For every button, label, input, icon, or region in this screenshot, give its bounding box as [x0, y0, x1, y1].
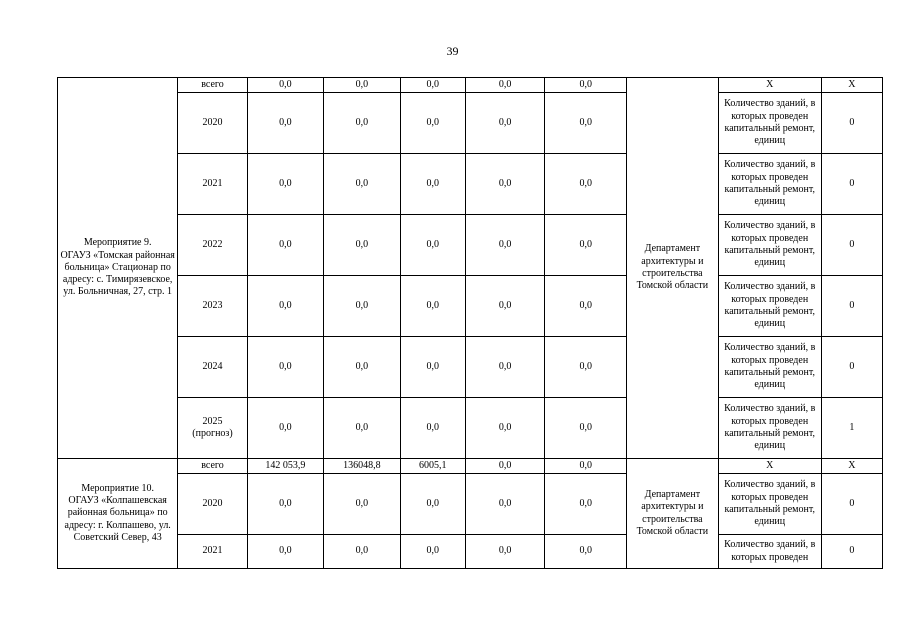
- event-text: Мероприятие 10. ОГАУЗ «Колпашевская районная больница» по адресу: г. Колпашево, ул. Советский Север, 43: [64, 482, 171, 543]
- year-note: (прогноз): [192, 428, 233, 439]
- year-cell: [178, 276, 247, 337]
- amount-cell: 0,0: [247, 154, 323, 215]
- indicator-cell: [718, 215, 821, 276]
- amount-cell: 0,0: [545, 276, 627, 337]
- year-text: 2022: [202, 238, 223, 250]
- amount-cell: 0,0: [545, 337, 627, 398]
- amount-cell: 0,0: [465, 78, 545, 93]
- year-cell: [178, 474, 247, 535]
- year-row: [58, 474, 883, 535]
- amount-cell: 0,0: [247, 398, 323, 459]
- department-cell: [626, 78, 718, 459]
- year-text: 2020: [202, 116, 223, 128]
- amount-cell: 0,0: [324, 398, 400, 459]
- year-text: 2021: [202, 177, 223, 189]
- amount-cell: 0,0: [400, 93, 465, 154]
- amount-cell: 0,0: [324, 474, 400, 535]
- year-row: [58, 337, 883, 398]
- indicator-value-cell: 0: [821, 474, 882, 535]
- amount-cell: 136048,8: [324, 459, 400, 474]
- amount-cell: 0,0: [400, 535, 465, 569]
- page-number: 39: [446, 44, 459, 58]
- period-label: всего: [178, 459, 247, 474]
- program-table: [57, 77, 883, 569]
- amount-cell: 0,0: [400, 78, 465, 93]
- amount-cell: 0,0: [545, 459, 627, 474]
- amount-cell: 0,0: [324, 154, 400, 215]
- indicator-text: Количество зданий, в которых проведен: [724, 539, 816, 563]
- indicator-text: Количество зданий, в которых проведен капитальный ремонт, единиц: [724, 342, 816, 391]
- indicator-cell: [718, 398, 821, 459]
- indicator-value-cell: 1: [821, 398, 882, 459]
- amount-cell: 0,0: [247, 276, 323, 337]
- amount-cell: 0,0: [324, 78, 400, 93]
- amount-cell: 0,0: [247, 93, 323, 154]
- amount-cell: 0,0: [400, 276, 465, 337]
- indicator-cell: [718, 337, 821, 398]
- amount-cell: 0,0: [545, 93, 627, 154]
- period-label: всего: [178, 78, 247, 93]
- year-row: [58, 535, 883, 569]
- year-row: [58, 398, 883, 459]
- event-cell: [58, 78, 178, 459]
- indicator-value-cell: 0: [821, 215, 882, 276]
- year-cell: [178, 215, 247, 276]
- year-cell: [178, 535, 247, 569]
- amount-cell: 0,0: [545, 398, 627, 459]
- amount-cell: 0,0: [465, 93, 545, 154]
- indicator-cell: [718, 535, 821, 569]
- indicator-text: Количество зданий, в которых проведен капитальный ремонт, единиц: [724, 98, 816, 147]
- amount-cell: 0,0: [545, 78, 627, 93]
- indicator-text: Количество зданий, в которых проведен капитальный ремонт, единиц: [724, 281, 816, 330]
- amount-cell: 142 053,9: [247, 459, 323, 474]
- year-cell: [178, 154, 247, 215]
- amount-cell: 0,0: [324, 215, 400, 276]
- amount-cell: 6005,1: [400, 459, 465, 474]
- department-text: Департамент архитектуры и строительства Томской области: [636, 488, 709, 537]
- indicator-value-cell: Х: [821, 78, 882, 93]
- amount-cell: 0,0: [465, 215, 545, 276]
- amount-cell: 0,0: [465, 535, 545, 569]
- amount-cell: 0,0: [465, 398, 545, 459]
- amount-cell: 0,0: [400, 154, 465, 215]
- indicator-cell: [718, 474, 821, 535]
- year-cell: [178, 398, 247, 459]
- year-cell: [178, 93, 247, 154]
- indicator-text: Количество зданий, в которых проведен капитальный ремонт, единиц: [724, 159, 816, 208]
- amount-cell: 0,0: [465, 459, 545, 474]
- year-text: 2023: [202, 299, 223, 311]
- event-cell: [58, 459, 178, 569]
- indicator-value-cell: Х: [821, 459, 882, 474]
- amount-cell: 0,0: [247, 337, 323, 398]
- indicator-text: Количество зданий, в которых проведен капитальный ремонт, единиц: [724, 479, 816, 528]
- year-text: 2020: [202, 497, 223, 509]
- amount-cell: 0,0: [545, 215, 627, 276]
- year-cell: [178, 337, 247, 398]
- indicator-cell: [718, 93, 821, 154]
- year-text: 2025: [202, 415, 223, 427]
- amount-cell: 0,0: [465, 276, 545, 337]
- year-row: [58, 93, 883, 154]
- amount-cell: 0,0: [465, 154, 545, 215]
- amount-cell: 0,0: [400, 215, 465, 276]
- amount-cell: 0,0: [247, 535, 323, 569]
- indicator-value-cell: 0: [821, 535, 882, 569]
- amount-cell: 0,0: [247, 474, 323, 535]
- amount-cell: 0,0: [324, 93, 400, 154]
- indicator-value-cell: 0: [821, 154, 882, 215]
- year-row: [58, 276, 883, 337]
- department-text: Департамент архитектуры и строительства Томской области: [636, 243, 709, 292]
- indicator-cell: Х: [718, 459, 821, 474]
- amount-cell: 0,0: [465, 474, 545, 535]
- year-row: [58, 154, 883, 215]
- total-row: [58, 78, 883, 93]
- indicator-cell: Х: [718, 78, 821, 93]
- indicator-text: Количество зданий, в которых проведен капитальный ремонт, единиц: [724, 220, 816, 269]
- year-text: 2024: [202, 360, 223, 372]
- total-row: [58, 459, 883, 474]
- indicator-text: Количество зданий, в которых проведен капитальный ремонт, единиц: [724, 403, 816, 452]
- indicator-cell: [718, 154, 821, 215]
- amount-cell: 0,0: [545, 535, 627, 569]
- amount-cell: 0,0: [324, 276, 400, 337]
- amount-cell: 0,0: [247, 215, 323, 276]
- amount-cell: 0,0: [545, 474, 627, 535]
- amount-cell: 0,0: [400, 398, 465, 459]
- amount-cell: 0,0: [465, 337, 545, 398]
- indicator-value-cell: 0: [821, 337, 882, 398]
- amount-cell: 0,0: [545, 154, 627, 215]
- amount-cell: 0,0: [247, 78, 323, 93]
- indicator-value-cell: 0: [821, 276, 882, 337]
- year-text: 2021: [202, 545, 223, 557]
- indicator-value-cell: 0: [821, 93, 882, 154]
- amount-cell: 0,0: [324, 535, 400, 569]
- amount-cell: 0,0: [324, 337, 400, 398]
- department-cell: [626, 459, 718, 569]
- amount-cell: 0,0: [400, 337, 465, 398]
- amount-cell: 0,0: [400, 474, 465, 535]
- event-text: Мероприятие 9. ОГАУЗ «Томская районная больница» Стационар по адресу: с. Тимирязевское, ул. Больничная, 27, стр. 1: [60, 237, 175, 298]
- indicator-cell: [718, 276, 821, 337]
- year-row: [58, 215, 883, 276]
